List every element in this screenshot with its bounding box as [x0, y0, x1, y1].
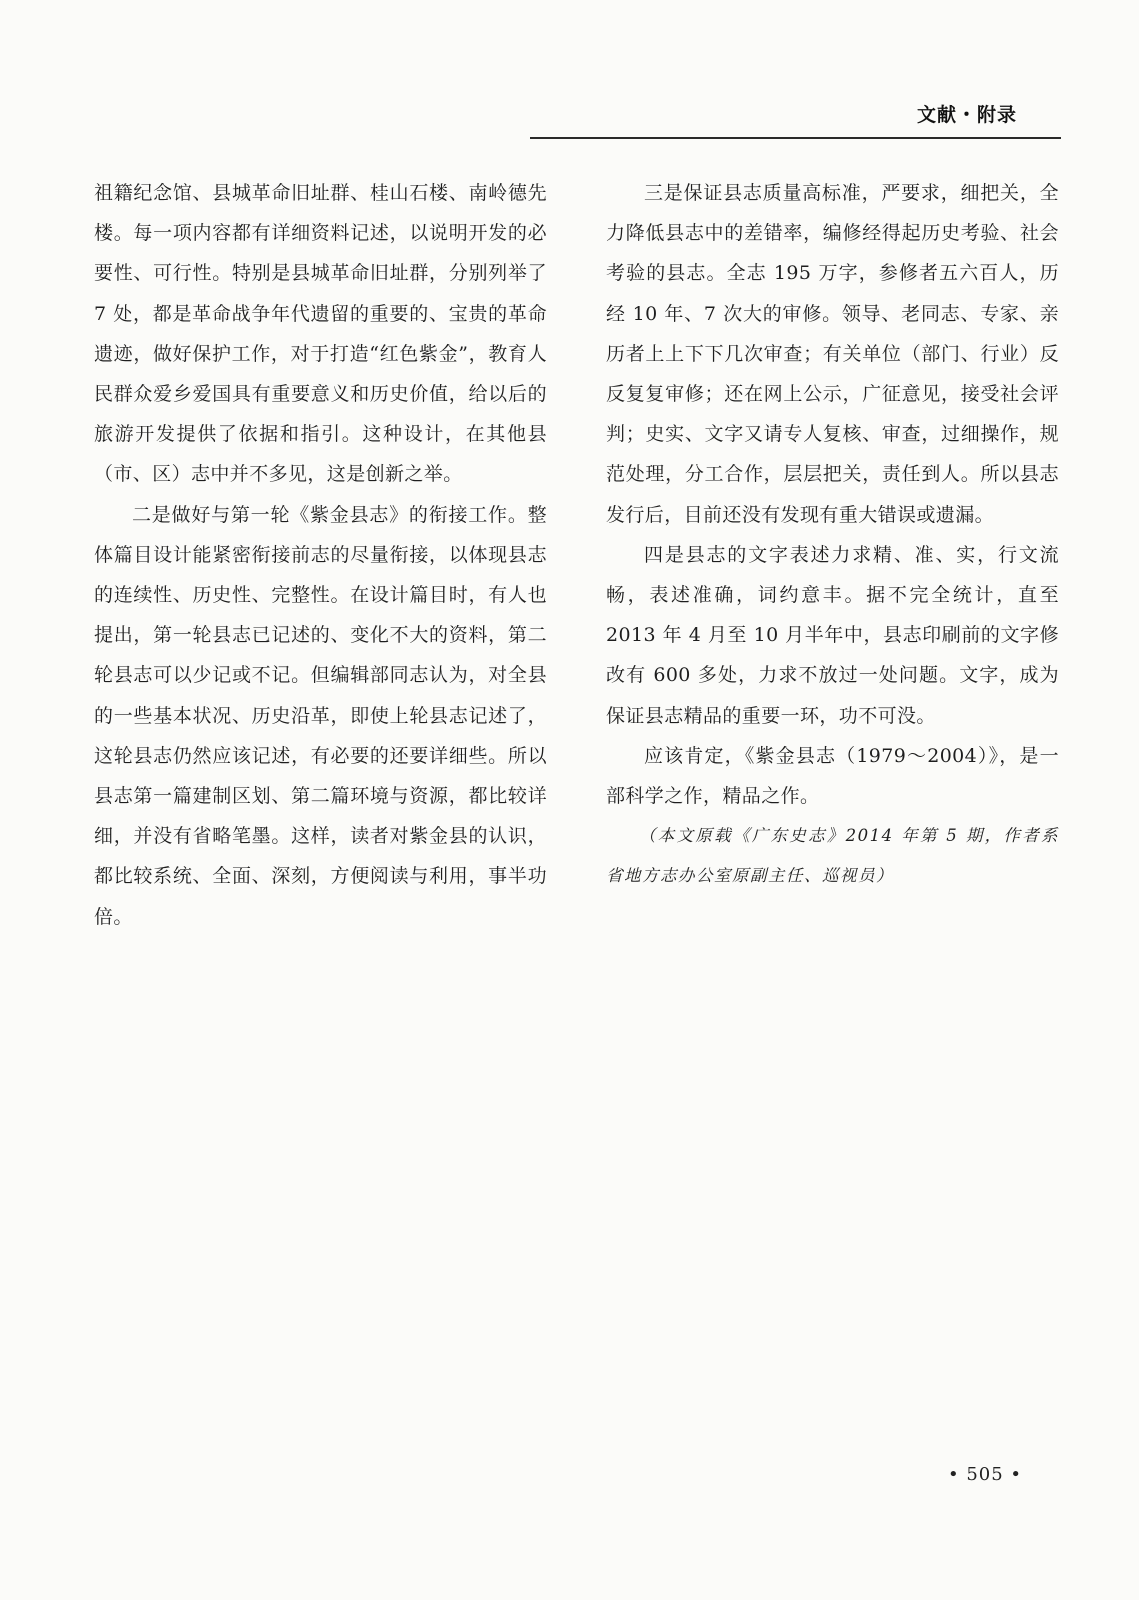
- left-paragraph-1: 祖籍纪念馆、县城革命旧址群、桂山石楼、南岭德先楼。每一项内容都有详细资料记述，以说明开发的必要性、可行性。特别是县城革命旧址群，分别列举了 7 处，都是革命战争年代遗留的重要的、宝贵的革命遗迹，做好保护工作，对于打造“红色紫金”，教育人民群众爱乡爱国具有重要意义和历史价值，给以后的旅游开发提供了依据和指引。这种设计，在其他县（市、区）志中并不多见，这是创新之举。: [94, 182, 547, 486]
- header-rule: [530, 137, 1061, 139]
- right-paragraph-2: 四是县志的文字表述力求精、准、实，行文流畅，表述准确，词约意丰。据不完全统计，直至 2013 年 4 月至 10 月半年中，县志印刷前的文字修改有 600 多处，力求不放过一处问题。文字，成为保证县志精品的重要一环，功不可没。: [606, 543, 1059, 727]
- source-note: （本文原载《广东史志》2014 年第 5 期，作者系省地方志办公室原副主任、巡视员）: [606, 826, 1059, 886]
- right-paragraph-1: 三是保证县志质量高标准，严要求，细把关，全力降低县志中的差错率，编修经得起历史考验、社会考验的县志。全志 195 万字，参修者五六百人，历经 10 年、7 次大的审修。领导、老同志、专家、亲历者上上下下几次审查；有关单位（部门、行业）反反复复审修；还在网上公示，广征意见，接受社会评判；史实、文字又请专人复核、审查，过细操作，规范处理，分工合作，层层把关，责任到人。所以县志发行后，目前还没有发现有重大错误或遗漏。: [606, 182, 1059, 526]
- left-paragraph-2: 二是做好与第一轮《紫金县志》的衔接工作。整体篇目设计能紧密衔接前志的尽量衔接，以体现县志的连续性、历史性、完整性。在设计篇目时，有人也提出，第一轮县志已记述的、变化不大的资料，第二轮县志可以少记或不记。但编辑部同志认为，对全县的一些基本状况、历史沿革，即使上轮县志记述了，这轮县志仍然应该记述，有必要的还要详细些。所以县志第一篇建制区划、第二篇环境与资源，都比较详细，并没有省略笔墨。这样，读者对紫金县的认识，都比较系统、全面、深刻，方便阅读与利用，事半功倍。: [94, 503, 547, 928]
- page-number: • 505 •: [948, 1464, 1023, 1485]
- right-column: [606, 173, 1059, 896]
- left-column: [94, 173, 547, 937]
- right-paragraph-3: 应该肯定，《紫金县志（1979～2004）》，是一部科学之作，精品之作。: [606, 744, 1059, 808]
- section-title: 文献・附录: [916, 104, 1017, 126]
